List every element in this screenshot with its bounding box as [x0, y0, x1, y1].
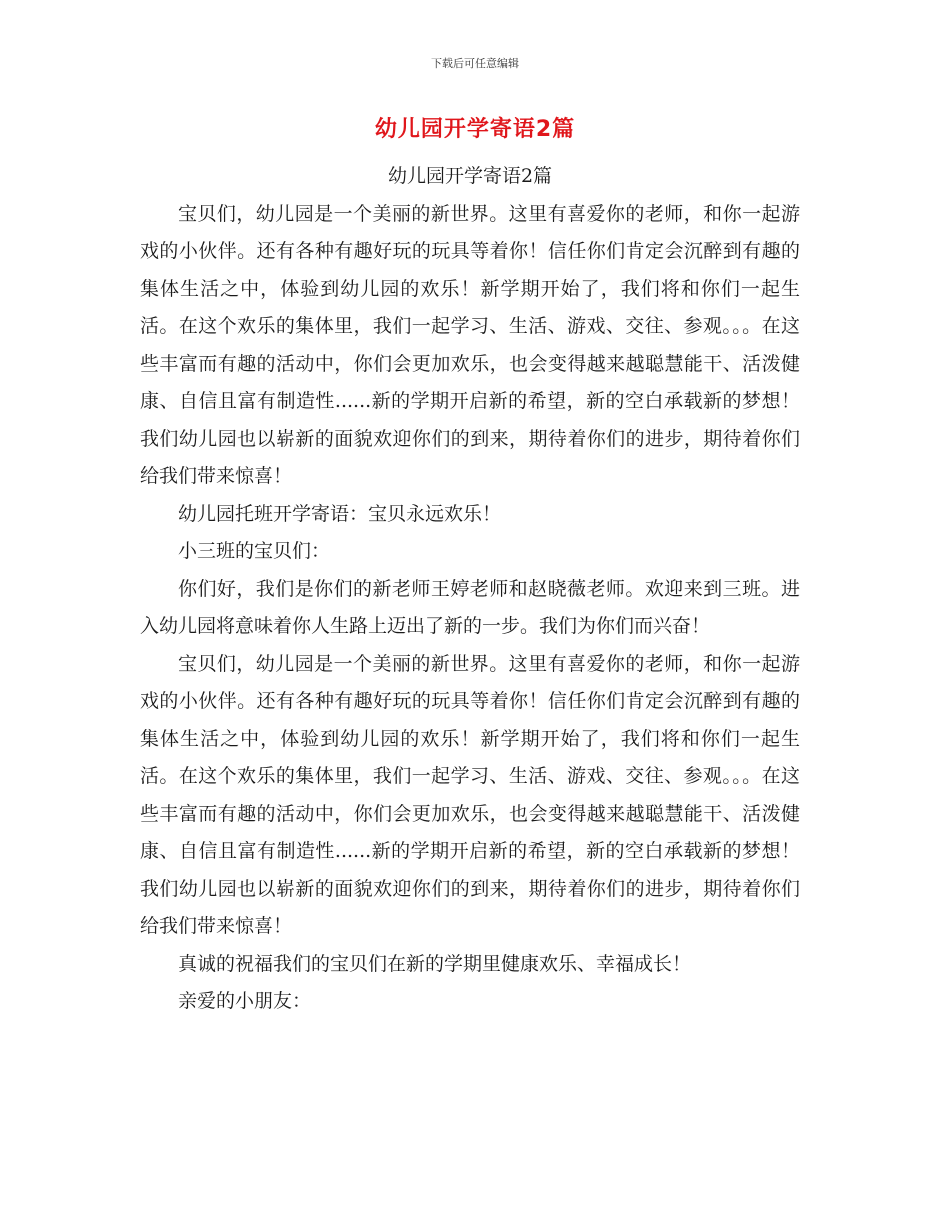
- paragraph: 你们好，我们是你们的新老师王婷老师和赵晓薇老师。欢迎来到三班。进入幼儿园将意味着你人生路上迈出了新的一步。我们为你们而兴奋！: [140, 577, 800, 637]
- header-note: 下载后可任意编辑: [431, 57, 519, 70]
- paragraph: 小三班的宝贝们：: [178, 540, 331, 562]
- document-subtitle: 幼儿园开学寄语2篇: [387, 165, 553, 187]
- document-title: 幼儿园开学寄语2篇: [374, 117, 576, 142]
- paragraph: 宝贝们，幼儿园是一个美丽的新世界。这里有喜爱你的老师，和你一起游戏的小伙伴。还有各种有趣好玩的玩具等着你！信任你们肯定会沉醉到有趣的集体生活之中，体验到幼儿园的欢乐！新学期开始了，我们将和你们一起生活。在这个欢乐的集体里，我们一起学习、生活、游戏、交往、参观。。。在这些丰富而有趣的活动中，你们会更加欢乐，也会变得越来越聪慧能干、活泼健康、自信且富有制造性......新的学期开启新的希望，新的空白承载新的梦想！我们幼儿园也以崭新的面貌欢迎你们的到来，期待着你们的进步，期待着你们给我们带来惊喜！: [140, 652, 800, 937]
- document-body: [140, 158, 800, 1021]
- paragraph: 真诚的祝福我们的宝贝们在新的学期里健康欢乐、幸福成长！: [178, 952, 692, 975]
- paragraph: 幼儿园托班开学寄语：宝贝永远欢乐！: [178, 502, 502, 525]
- paragraph: 亲爱的小朋友：: [178, 990, 312, 1012]
- paragraph: 宝贝们，幼儿园是一个美丽的新世界。这里有喜爱你的老师，和你一起游戏的小伙伴。还有各种有趣好玩的玩具等着你！信任你们肯定会沉醉到有趣的集体生活之中，体验到幼儿园的欢乐！新学期开始了，我们将和你们一起生活。在这个欢乐的集体里，我们一起学习、生活、游戏、交往、参观。。。在这些丰富而有趣的活动中，你们会更加欢乐，也会变得越来越聪慧能干、活泼健康、自信且富有制造性......新的学期开启新的希望，新的空白承载新的梦想！我们幼儿园也以崭新的面貌欢迎你们的到来，期待着你们的进步，期待着你们给我们带来惊喜！: [140, 202, 800, 487]
